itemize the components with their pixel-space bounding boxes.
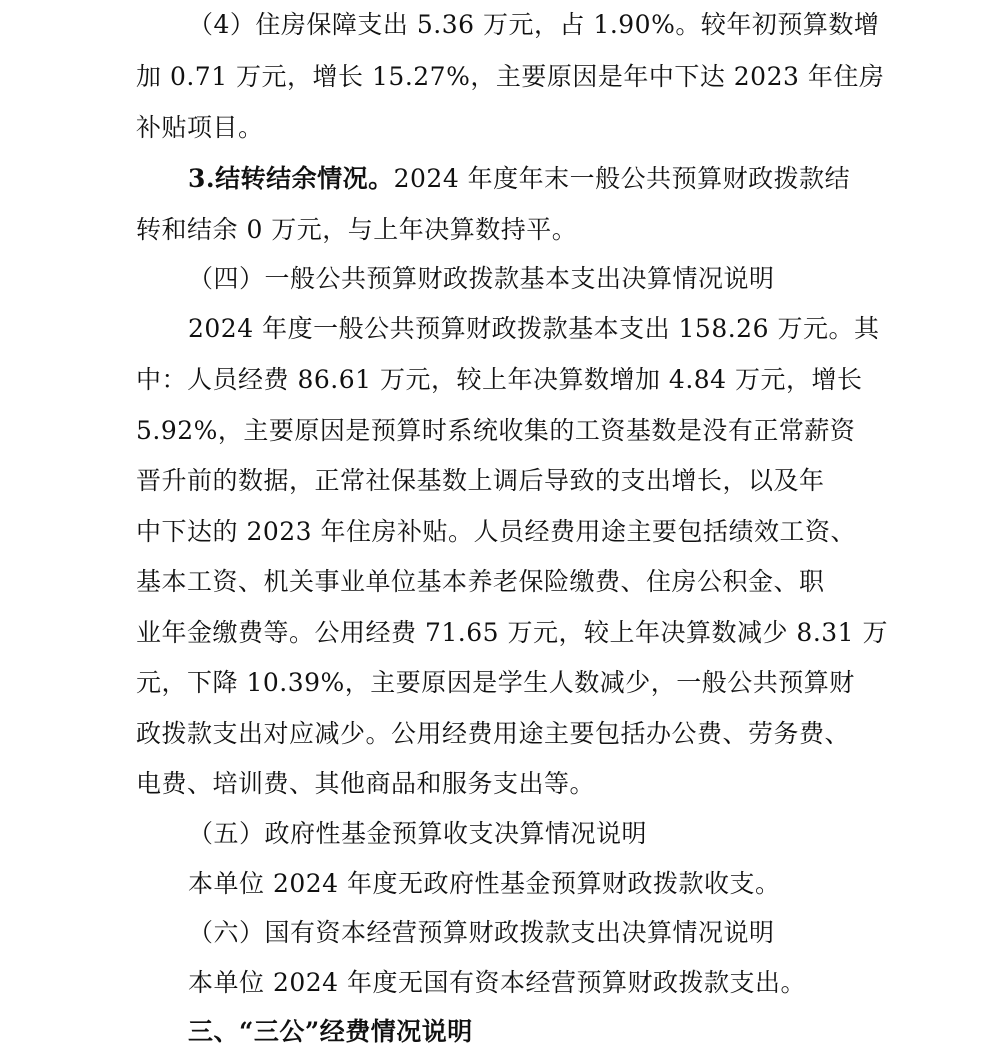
text-line: 中下达的 2023 年住房补贴。人员经费用途主要包括绩效工资、 [136,517,857,546]
text-line: 电费、培训费、其他商品和服务支出等。 [136,769,596,798]
text-line: 转和结余 0 万元，与上年决算数持平。 [136,215,578,244]
text-line: 中：人员经费 86.61 万元，较上年决算数增加 4.84 万元，增长 [136,365,863,394]
section-heading: （六）国有资本经营预算财政拨款支出决算情况说明 [188,918,775,947]
text-line: 元，下降 10.39%，主要原因是学生人数减少，一般公共预算财 [136,668,855,697]
chapter-heading: 三、“三公”经费情况说明 [188,1017,473,1046]
text-line: （4）住房保障支出 5.36 万元，占 1.90%。较年初预算数增 [188,10,880,39]
subsection-heading: 3.结转结余情况。 [188,164,394,193]
text-line: 本单位 2024 年度无国有资本经营预算财政拨款支出。 [188,968,807,997]
text-line: 5.92%，主要原因是预算时系统收集的工资基数是没有正常薪资 [136,416,856,445]
text-line: 晋升前的数据，正常社保基数上调后导致的支出增长，以及年 [136,466,825,495]
text-line: 2024 年度一般公共预算财政拨款基本支出 158.26 万元。其 [188,314,880,343]
subsection-body: 2024 年度年末一般公共预算财政拨款结 [393,164,851,193]
text-line: 业年金缴费等。公用经费 71.65 万元，较上年决算数减少 8.31 万 [136,618,889,647]
text-line: 补贴项目。 [136,113,264,142]
text-line: 基本工资、机关事业单位基本养老保险缴费、住房公积金、职 [136,567,825,596]
section-heading: （四）一般公共预算财政拨款基本支出决算情况说明 [188,264,775,293]
text-line: 加 0.71 万元，增长 15.27%，主要原因是年中下达 2023 年住房 [136,62,885,91]
text-line: 本单位 2024 年度无政府性基金预算财政拨款收支。 [188,869,781,898]
text-line: 政拨款支出对应减少。公用经费用途主要包括办公费、劳务费、 [136,719,851,748]
section-heading: （五）政府性基金预算收支决算情况说明 [188,819,648,848]
subsection-line [188,166,850,191]
